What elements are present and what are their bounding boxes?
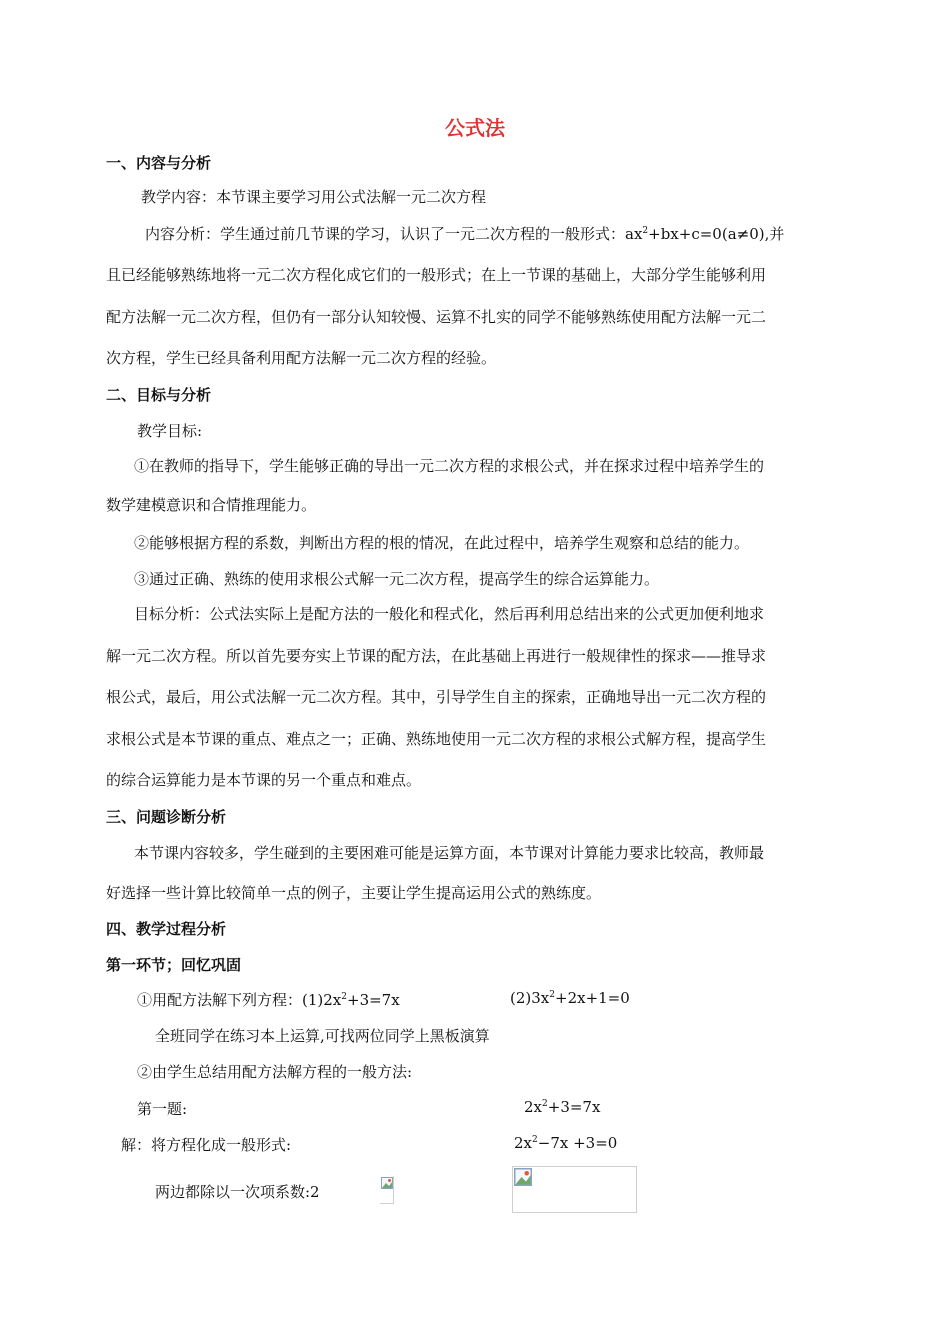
equation-original: $2x^2+3=7x$ — [524, 1098, 601, 1116]
exercise-1: ①用配方法解下列方程：$(1)2x^2+3=7x$ — [137, 991, 400, 1009]
teach-content-line: 教学内容：本节课主要学习用公式法解一元二次方程 — [141, 188, 487, 206]
goal-2: ②能够根据方程的系数，判断出方程的根的情况，在此过程中，培养学生观察和总结的能力。 — [134, 534, 750, 552]
section-heading-diagnosis: 三、问题诊断分析 — [106, 808, 227, 826]
solution-step-label: 解：将方程化成一般形式: — [121, 1136, 292, 1154]
diagnosis-line-1: 本节课内容较多，学生碰到的主要困难可能是运算方面，本节课对计算能力要求比较高，教师最 — [134, 844, 765, 862]
content-analysis-line-3: 配方法解一元二次方程，但仍有一部分认知较慢、运算不扎实的同学不能够熟练使用配方法解一元二 — [106, 308, 767, 326]
content-analysis-line-1: 内容分析：学生通过前几节课的学习，认识了一元二次方程的一般形式：$ax^2+bx+c=0(a\ne 0)$,并 — [145, 225, 785, 243]
content-analysis-line-4: 次方程，学生已经具备利用配方法解一元二次方程的经验。 — [106, 349, 497, 367]
exercise-2: $(2)3x^2+2x+1=0$ — [510, 989, 630, 1007]
goal-label: 教学目标: — [137, 422, 203, 440]
equation-general-form: $2x^2-7x +3=0$ — [514, 1134, 618, 1152]
goal-1-line-1: ①在教师的指导下，学生能够正确的导出一元二次方程的求根公式，并在探求过程中培养学生的 — [134, 457, 765, 475]
goal-analysis-line-3: 根公式，最后，用公式法解一元二次方程。其中，引导学生自主的探索，正确地导出一元二次方程的 — [106, 688, 767, 706]
goal-analysis-line-2: 解一元二次方程。所以首先要夯实上节课的配方法，在此基础上再进行一般规律性的探求——推导求 — [106, 647, 767, 665]
page-title: 公式法 — [445, 116, 505, 140]
diagnosis-line-2: 好选择一些计算比较简单一点的例子，主要让学生提高运用公式的熟练度。 — [106, 884, 602, 902]
broken-image-icon — [514, 1168, 532, 1186]
class-note: 全班同学在练习本上运算,可找两位同学上黑板演算 — [155, 1027, 490, 1045]
first-question-label: 第一题: — [137, 1100, 188, 1118]
step-1-heading: 第一环节；回忆巩固 — [106, 956, 242, 974]
broken-image-icon — [381, 1177, 393, 1189]
divide-step-label: 两边都除以一次项系数:2 — [155, 1183, 320, 1201]
section-heading-goals: 二、目标与分析 — [106, 386, 212, 404]
content-analysis-line-2: 且已经能够熟练地将一元二次方程化成它们的一般形式；在上一节课的基础上，大部分学生能够利用 — [106, 266, 767, 284]
goal-3: ③通过正确、熟练的使用求根公式解一元二次方程，提高学生的综合运算能力。 — [134, 570, 660, 588]
goal-analysis-line-1: 目标分析：公式法实际上是配方法的一般化和程式化，然后再利用总结出来的公式更加便利地求 — [134, 605, 765, 623]
section-heading-process: 四、教学过程分析 — [106, 920, 227, 938]
summary-prompt: ②由学生总结用配方法解方程的一般方法: — [137, 1063, 413, 1081]
section-heading-content: 一、内容与分析 — [106, 154, 212, 172]
goal-1-line-2: 数学建模意识和合情推理能力。 — [106, 496, 317, 514]
goal-analysis-line-4: 求根公式是本节课的重点、难点之一；正确、熟练地使用一元二次方程的求根公式解方程，提高学生 — [106, 730, 767, 748]
goal-analysis-line-5: 的综合运算能力是本节课的另一个重点和难点。 — [106, 771, 422, 789]
